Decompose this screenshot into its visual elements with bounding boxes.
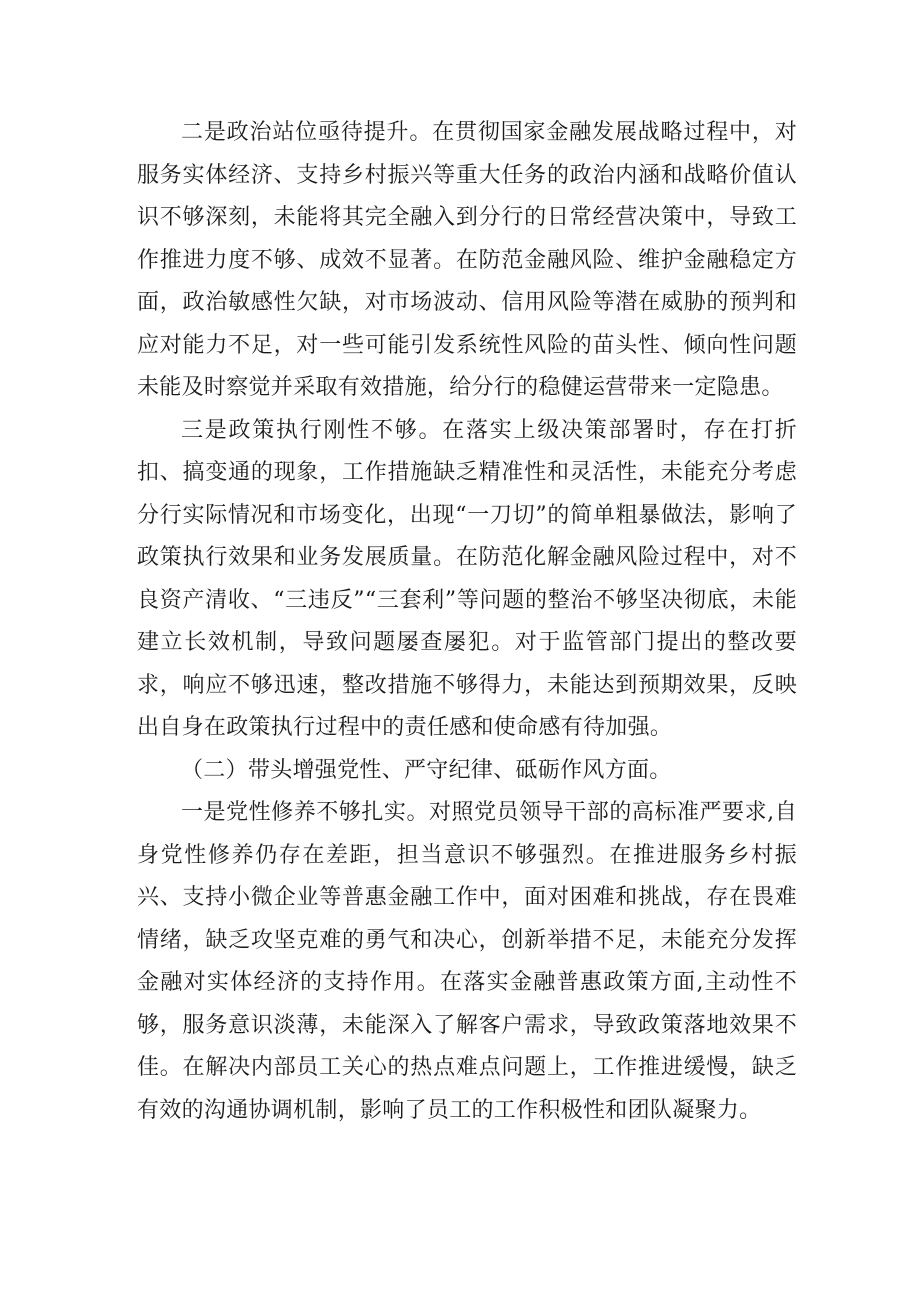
paragraph-political-stance: 二是政治站位亟待提升。在贯彻国家金融发展战略过程中，对服务实体经济、支持乡村振兴等重大任务的政治内涵和战略价值认识不够深刻，未能将其完全融入到分行的日常经营决策中，导致工作推进力度不够、成效不显著。在防范金融风险、维护金融稳定方面，政治敏感性欠缺，对市场波动、信用风险等潜在威胁的预判和应对能力不足，对一些可能引发系统性风险的苗头性、倾向性问题未能及时察觉并采取有效措施，给分行的稳健运营带来一定隐患。 bbox=[137, 120, 797, 400]
section-heading: （二）带头增强党性、严守纪律、砥砺作风方面。 bbox=[181, 757, 672, 783]
document-body bbox=[137, 112, 797, 1132]
paragraph-party-cultivation: 一是党性修养不够扎实。对照党员领导干部的高标准严要求,自身党性修养仍存在差距，担当意识不够强烈。在推进服务乡村振兴、支持小微企业等普惠金融工作中，面对困难和挑战，存在畏难情绪，缺乏攻坚克难的勇气和决心，创新举措不足，未能充分发挥金融对实体经济的支持作用。在落实金融普惠政策方面,主动性不够，服务意识淡薄，未能深入了解客户需求，导致政策落地效果不佳。在解决内部员工关心的热点难点问题上，工作推进缓慢，缺乏有效的沟通协调机制，影响了员工的工作积极性和团队凝聚力。 bbox=[137, 800, 797, 1123]
paragraph-policy-execution: 三是政策执行刚性不够。在落实上级决策部署时，存在打折扣、搞变通的现象，工作措施缺乏精准性和灵活性，未能充分考虑分行实际情况和市场变化，出现“一刀切”的简单粗暴做法，影响了政策执行效果和业务发展质量。在防范化解金融风险过程中，对不良资产清收、“三违反”“三套利”等问题的整治不够坚决彻底，未能建立长效机制，导致问题屡查屡犯。对于监管部门提出的整改要求，响应不够迅速，整改措施不够得力，未能达到预期效果，反映出自身在政策执行过程中的责任感和使命感有待加强。 bbox=[137, 417, 797, 740]
